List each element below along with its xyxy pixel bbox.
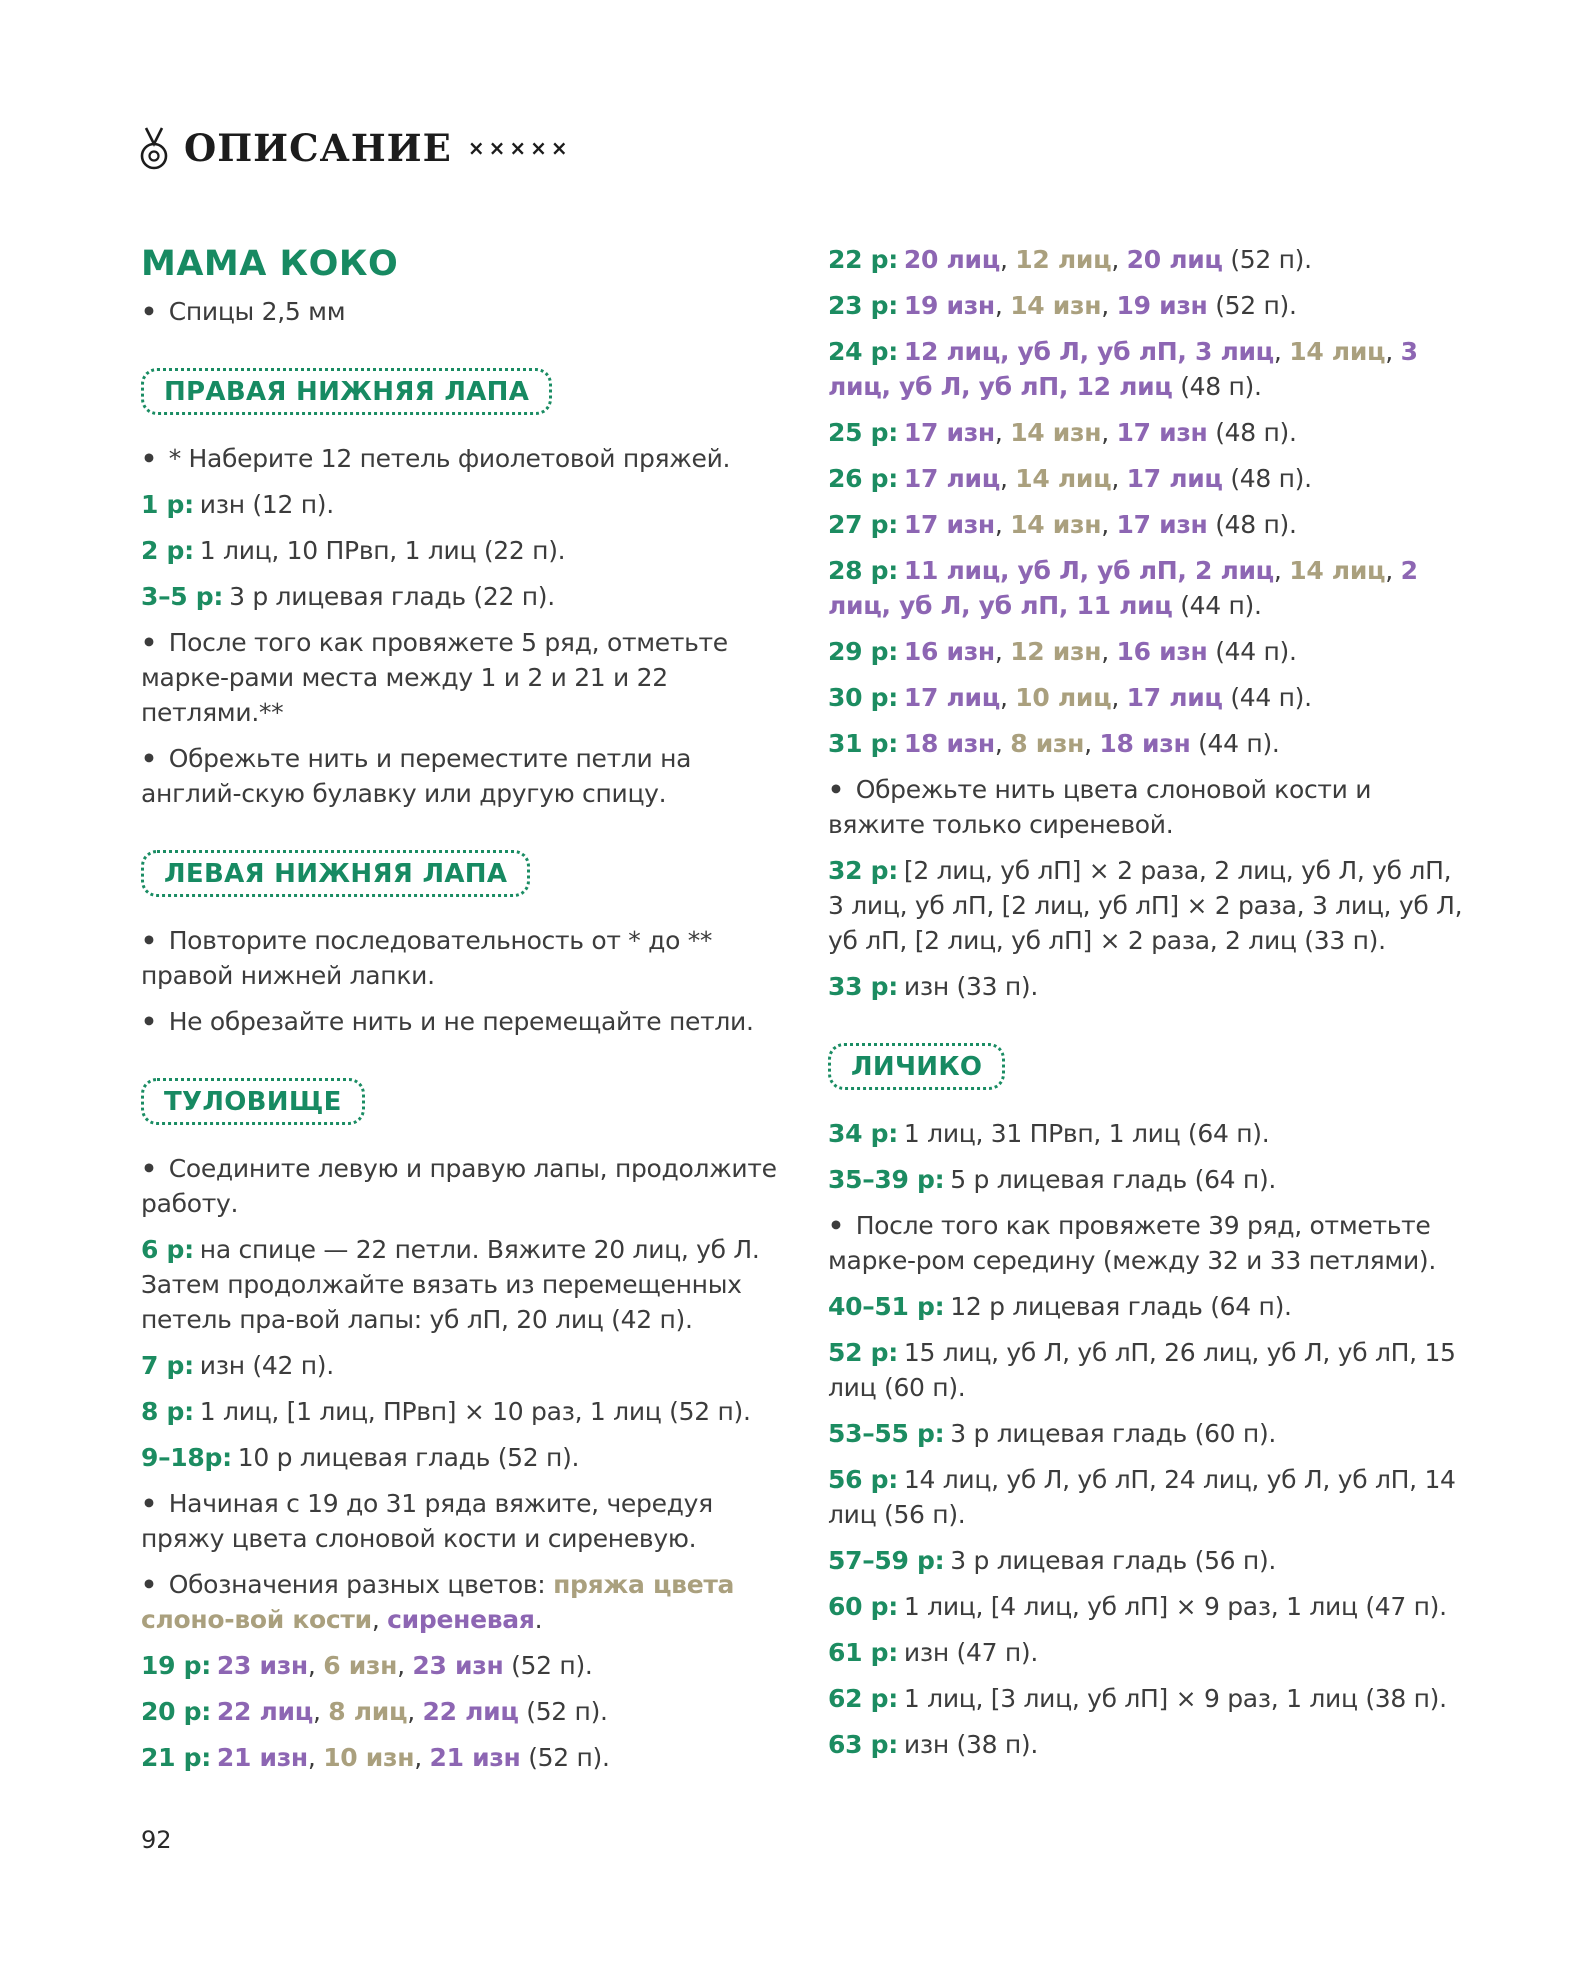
row-32: 32 р: [2 лиц, уб лП] × 2 раза, 2 лиц, уб Л, уб лП, 3 лиц, уб лП, [2 лиц, уб лП] × 2 раза, 3 лиц, уб Л, уб лП, [2 лиц, уб лП] × 2 раза, 2 лиц (33 п). <box>828 856 1463 955</box>
row-1: 1 р: изн (12 п). <box>141 490 334 519</box>
row-2: 2 р: 1 лиц, 10 ПРвп, 1 лиц (22 п). <box>141 536 566 565</box>
bullet-colors-legend: • Обозначения разных цветов: пряжа цвета слоно-вой кости, сиреневая. <box>141 1570 735 1634</box>
row-61: 61 р: изн (47 п). <box>828 1638 1038 1667</box>
header-crosses: ××××× <box>467 136 572 160</box>
row-20: 20 р: 22 лиц, 8 лиц, 22 лиц (52 п). <box>141 1697 608 1726</box>
legend-lilac: сиреневая <box>387 1605 535 1634</box>
row-35-39: 35–39 р: 5 р лицевая гладь (64 п). <box>828 1165 1277 1194</box>
bullet: • Соедините левую и правую лапы, продолжите работу. <box>141 1154 777 1218</box>
bullet: • Начиная с 19 до 31 ряда вяжите, чередуя пряжу цвета слоновой кости и сиреневую. <box>141 1489 713 1553</box>
row-24: 24 р: 12 лиц, уб Л, уб лП, 3 лиц, 14 лиц, 3 лиц, уб Л, уб лП, 12 лиц (48 п). <box>828 337 1418 401</box>
page-number: 92 <box>141 1826 172 1854</box>
bullet: • Повторите последовательность от * до ** правой нижней лапки. <box>141 926 713 990</box>
bullet: • После того как провяжете 5 ряд, отметьте марке-рами места между 1 и 2 и 21 и 22 петлями.** <box>141 628 728 727</box>
legend-ivory: пряжа цвета слоно-вой кости <box>141 1570 735 1634</box>
row-3-5: 3–5 р: 3 р лицевая гладь (22 п). <box>141 582 555 611</box>
yarn-ball-icon <box>138 126 170 170</box>
row-22: 22 р: 20 лиц, 12 лиц, 20 лиц (52 п). <box>828 245 1312 274</box>
section-body: ТУЛОВИЩЕ <box>141 1078 365 1125</box>
section-left-paw: ЛЕВАЯ НИЖНЯЯ ЛАПА <box>141 850 530 897</box>
bullet: • Не обрезайте нить и не перемещайте петли. <box>141 1007 754 1036</box>
row-8: 8 р: 1 лиц, [1 лиц, ПРвп] × 10 раз, 1 лиц (52 п). <box>141 1397 751 1426</box>
row-26: 26 р: 17 лиц, 14 лиц, 17 лиц (48 п). <box>828 464 1312 493</box>
section-face: ЛИЧИКО <box>828 1043 1005 1090</box>
row-19: 19 р: 23 изн, 6 изн, 23 изн (52 п). <box>141 1651 593 1680</box>
row-30: 30 р: 17 лиц, 10 лиц, 17 лиц (44 п). <box>828 683 1312 712</box>
row-63: 63 р: изн (38 п). <box>828 1730 1038 1759</box>
bullet: • * Наберите 12 петель фиолетовой пряжей. <box>141 444 731 473</box>
row-27: 27 р: 17 изн, 14 изн, 17 изн (48 п). <box>828 510 1297 539</box>
row-52: 52 р: 15 лиц, уб Л, уб лП, 26 лиц, уб Л, уб лП, 15 лиц (60 п). <box>828 1338 1456 1402</box>
main-title: МАМА КОКО <box>141 244 399 284</box>
row-29: 29 р: 16 изн, 12 изн, 16 изн (44 п). <box>828 637 1297 666</box>
right-column <box>828 242 1468 1773</box>
row-6: 6 р: на спице — 22 петли. Вяжите 20 лиц, уб Л. Затем продолжайте вязать из перемещенных петель пра-вой лапы: уб лП, 20 лиц (42 п). <box>141 1235 760 1334</box>
row-28: 28 р: 11 лиц, уб Л, уб лП, 2 лиц, 14 лиц, 2 лиц, уб Л, уб лП, 11 лиц (44 п). <box>828 556 1418 620</box>
row-56: 56 р: 14 лиц, уб Л, уб лП, 24 лиц, уб Л, уб лП, 14 лиц (56 п). <box>828 1465 1456 1529</box>
section-right-paw: ПРАВАЯ НИЖНЯЯ ЛАПА <box>141 368 552 415</box>
row-31: 31 р: 18 изн, 8 изн, 18 изн (44 п). <box>828 729 1280 758</box>
bullet: • Обрежьте нить цвета слоновой кости и вяжите только сиреневой. <box>828 775 1372 839</box>
header-title: ОПИСАНИЕ <box>184 126 452 170</box>
row-34: 34 р: 1 лиц, 31 ПРвп, 1 лиц (64 п). <box>828 1119 1270 1148</box>
left-column <box>141 244 781 1786</box>
row-9-18: 9–18р: 10 р лицевая гладь (52 п). <box>141 1443 580 1472</box>
page-header <box>138 124 572 172</box>
bullet-needles: • Спицы 2,5 мм <box>141 297 346 326</box>
row-60: 60 р: 1 лиц, [4 лиц, уб лП] × 9 раз, 1 лиц (47 п). <box>828 1592 1447 1621</box>
row-40-51: 40–51 р: 12 р лицевая гладь (64 п). <box>828 1292 1292 1321</box>
row-33: 33 р: изн (33 п). <box>828 972 1038 1001</box>
row-53-55: 53–55 р: 3 р лицевая гладь (60 п). <box>828 1419 1277 1448</box>
bullet: • Обрежьте нить и переместите петли на англий-скую булавку или другую спицу. <box>141 744 692 808</box>
row-23: 23 р: 19 изн, 14 изн, 19 изн (52 п). <box>828 291 1297 320</box>
row-62: 62 р: 1 лиц, [3 лиц, уб лП] × 9 раз, 1 лиц (38 п). <box>828 1684 1447 1713</box>
bullet: • После того как провяжете 39 ряд, отметьте марке-ром середину (между 32 и 33 петлями). <box>828 1211 1436 1275</box>
row-7: 7 р: изн (42 п). <box>141 1351 334 1380</box>
row-21: 21 р: 21 изн, 10 изн, 21 изн (52 п). <box>141 1743 610 1772</box>
row-57-59: 57–59 р: 3 р лицевая гладь (56 п). <box>828 1546 1277 1575</box>
row-25: 25 р: 17 изн, 14 изн, 17 изн (48 п). <box>828 418 1297 447</box>
